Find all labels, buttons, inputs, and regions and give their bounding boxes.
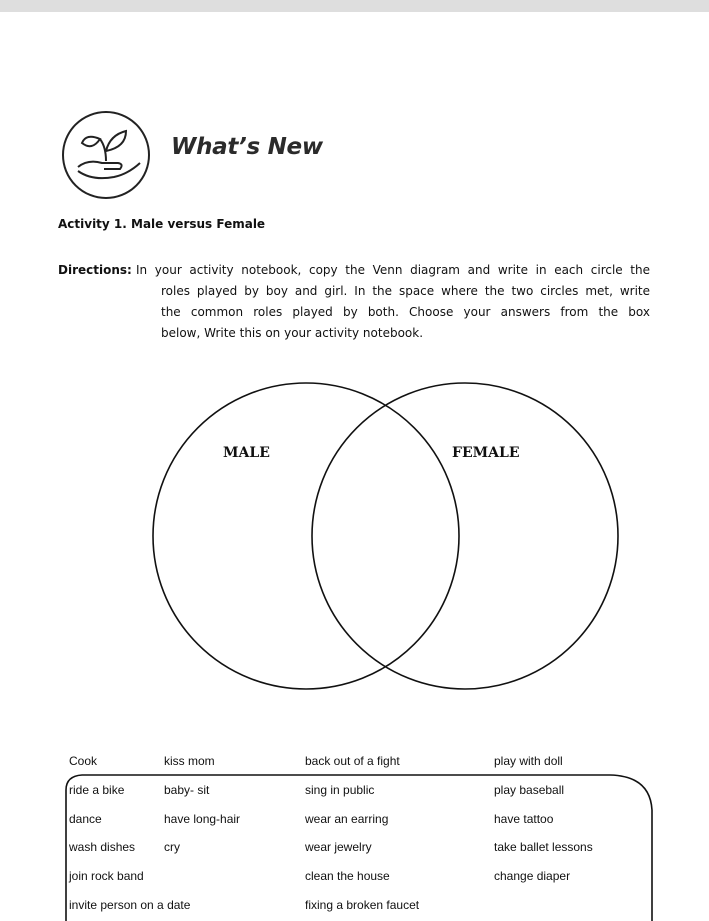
word-item: fixing a broken faucet [305, 898, 420, 912]
word-item: clean the house [305, 869, 390, 883]
word-item: play with doll [494, 754, 563, 768]
male-circle [153, 383, 459, 689]
word-item: play baseball [494, 783, 565, 797]
word-item: wear an earring [305, 812, 389, 826]
word-item: have long-hair [164, 812, 241, 826]
female-label: FEMALE [452, 445, 520, 461]
word-item: dance [69, 812, 102, 826]
directions-line: roles played by boy and girl. In the space where the two circles met, write [161, 284, 650, 298]
directions-line: below, Write this on your activity notebook. [161, 326, 424, 340]
word-item: invite person on a date [69, 898, 191, 912]
word-item: kiss mom [164, 754, 215, 768]
word-item: sing in public [305, 783, 375, 797]
word-item: back out of a fight [305, 754, 400, 768]
word-item: baby- sit [164, 783, 210, 797]
male-label: MALE [223, 445, 270, 461]
word-box [0, 740, 709, 921]
activity-title: Activity 1. Male versus Female [58, 217, 266, 231]
directions-line: the common roles played by both. Choose your answers from the box [161, 305, 650, 319]
word-item: take ballet lessons [494, 840, 593, 854]
word-item: have tattoo [494, 812, 554, 826]
word-item: join rock band [69, 869, 144, 883]
section-title: What’s New [171, 134, 323, 160]
word-item: wash dishes [69, 840, 136, 854]
word-item: cry [164, 840, 180, 854]
word-item: change diaper [494, 869, 571, 883]
word-item: Cook [69, 754, 98, 768]
directions-line: In your activity notebook, copy the Venn diagram and write in each circle the [136, 263, 650, 277]
top-bar [0, 0, 709, 12]
word-item: wear jewelry [305, 840, 372, 854]
female-circle [312, 383, 618, 689]
hand-with-leaves-icon [58, 107, 154, 203]
directions-label: Directions: [58, 263, 132, 277]
venn-diagram [0, 380, 709, 710]
directions [58, 260, 650, 344]
word-item: ride a bike [69, 783, 125, 797]
